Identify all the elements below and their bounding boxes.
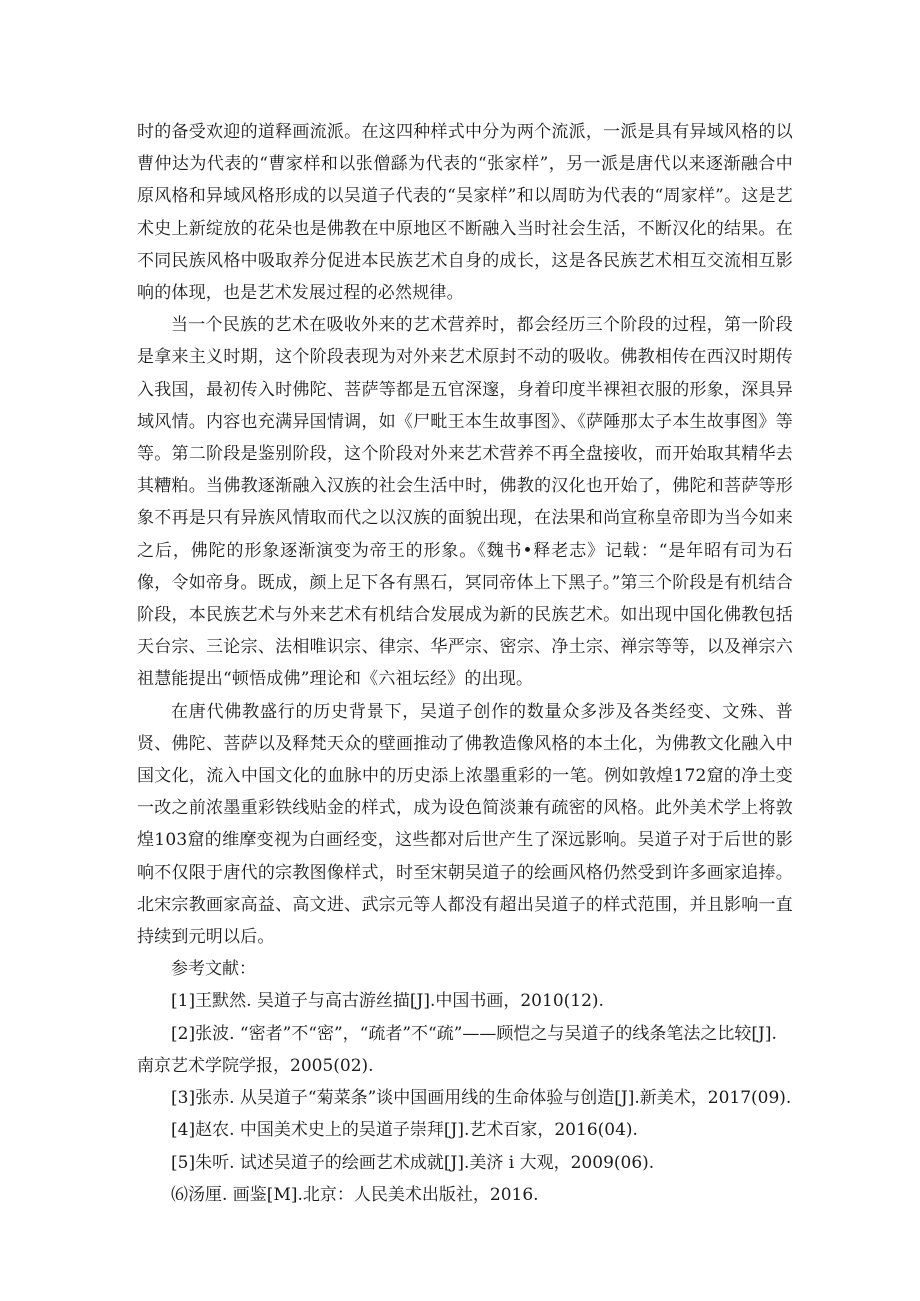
- body-paragraph-1: 时的备受欢迎的道释画流派。在这四种样式中分为两个流派，一派是具有异域风格的以曹仲达为代表的“曹家样和以张僧繇为代表的“张家样”，另一派是唐代以来逐渐融合中原风格和异域风格形成的以吴道子代表的“吴家样”和以周昉为代表的“周家样”。这是艺术史上新绽放的花朵也是佛教在中原地区不断融入当时社会生活，不断汉化的结果。在不同民族风格中吸取养分促进本民族艺术自身的成长，这是各民族艺术相互交流相互影响的体现，也是艺术发展过程的必然规律。: [137, 122, 793, 304]
- references-heading: 参考文献：: [171, 959, 256, 980]
- reference-item-5: [5]朱听. 试述吴道子的绘画艺术成就[J].美济 i 大观，2009(06).: [171, 1152, 655, 1173]
- reference-item-3: [3]张赤. 从吴道子“菊菜条”谈中国画用线的生命体验与创造[J].新美术，2017(09).: [171, 1088, 792, 1109]
- body-paragraph-3: 在唐代佛教盛行的历史背景下，吴道子创作的数量众多涉及各类经变、文殊、普贤、佛陀、菩萨以及释梵天众的壁画推动了佛教造像风格的本土化，为佛教文化融入中国文化，流入中国文化的血脉中的历史添上浓墨重彩的一笔。例如敦煌172窟的净土变一改之前浓墨重彩铁线贴金的样式，成为设色简淡兼有疏密的风格。此外美术学上将敦煌103窟的维摩变视为白画经变，这些都对后世产生了深远影响。吴道子对于后世的影响不仅限于唐代的宗教图像样式，时至宋朝吴道子的绘画风格仍然受到许多画家追捧。北宋宗教画家高益、高文进、武宗元等人都没有超出吴道子的样式范围，并且影响一直持续到元明以后。: [137, 701, 793, 948]
- reference-item-2: [2]张波. “密者”不“密”，“疏者”不“疏”——顾恺之与吴道子的线条笔法之比较[J].南京艺术学院学报，2005(02).: [137, 1023, 777, 1076]
- reference-item-4: [4]赵农. 中国美术史上的吴道子崇拜[J].艺术百家，2016(04).: [171, 1120, 638, 1141]
- reference-item-1: [1]王默然. 吴道子与高古游丝描[J].中国书画，2010(12).: [171, 991, 604, 1012]
- body-paragraph-2: 当一个民族的艺术在吸收外来的艺术营养时，都会经历三个阶段的过程，第一阶段是拿来主义时期，这个阶段表现为对外来艺术原封不动的吸收。佛教相传在西汉时期传入我国，最初传入时佛陀、菩萨等都是五官深邃，身着印度半裸袒衣服的形象，深具异域风情。内容也充满异国情调，如《尸毗王本生故事图》、《萨陲那太子本生故事图》等等。第二阶段是鉴别阶段，这个阶段对外来艺术营养不再全盘接收，而开始取其精华去其糟粕。当佛教逐渐融入汉族的社会生活中时，佛教的汉化也开始了，佛陀和菩萨等形象不再是只有异族风情取而代之以汉族的面貌出现，在法果和尚宣称皇帝即为当今如来之后，佛陀的形象逐渐演变为帝王的形象。《魏书•释老志》记载：“是年昭有司为石像，令如帝身。既成，颜上足下各有黑石，冥同帝体上下黑子。”第三个阶段是有机结合阶段，本民族艺术与外来艺术有机结合发展成为新的民族艺术。如出现中国化佛教包括天台宗、三论宗、法相唯识宗、律宗、华严宗、密宗、净土宗、禅宗等等，以及禅宗六祖慧能提出“顿悟成佛”理论和《六祖坛经》的出现。: [137, 315, 793, 690]
- reference-item-6: ⑹汤厘. 画鉴[M].北京：人民美术出版社，2016.: [171, 1184, 539, 1205]
- document-page: [137, 116, 793, 1211]
